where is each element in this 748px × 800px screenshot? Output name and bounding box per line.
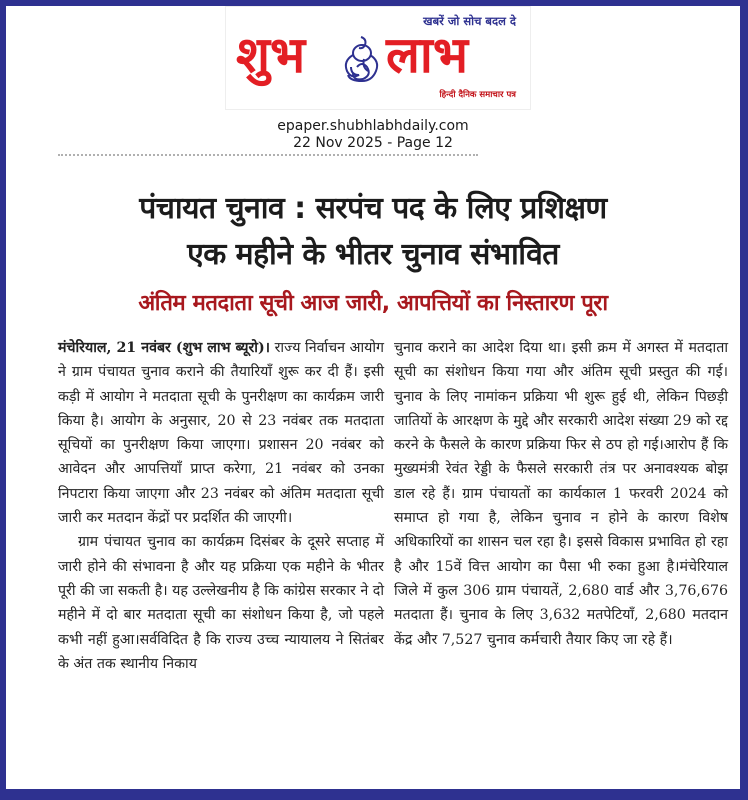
- subheadline: अंतिम मतदाता सूची आज जारी, आपत्तियों का निस्तारण पूरा: [138, 291, 608, 316]
- article-column-right: [394, 336, 728, 652]
- paragraph: चुनाव कराने का आदेश दिया था। इसी क्रम में अगस्त में मतदाता सूची का संशोधन किया गया और अंतिम सूची प्रस्तुत की गई। चुनाव के लिए नामांकन प्रक्रिया भी शुरू हुई थी, लेकिन पिछड़ी जातियों के आरक्षण के मुद्दे और सरकारी आदेश संख्या 29 को रद्द करने के फैसले के कारण प्रक्रिया फिर से ठप हो गई।आरोप हैं कि मुख्यमंत्री रेवंत रेड्डी के फैसले सरकारी तंत्र पर अनावश्यक बोझ डाल रहे हैं। ग्राम पंचायतों का कार्यकाल 1 फरवरी 2024 को समाप्त हो गया है, लेकिन चुनाव न होने के कारण विशेष अधिकारियों का शासन चल रहा है। इससे विकास प्रभावित हो रहा है और 15वें वित्त आयोग का पैसा भी रुका हुआ है।मंचेरियाल जिले में कुल 306 ग्राम पंचायतें, 2,680 वार्ड और 3,76,676 मतदाता हैं। चुनाव के लिए 3,632 मतपेटियाँ, 2,680 मतदान केंद्र और 7,527 चुनाव कर्मचारी तैयार किए जा रहे हैं।: [394, 340, 728, 648]
- headline-line-2: एक महीने के भीतर चुनाव संभावित: [187, 237, 559, 272]
- ganesha-logo-icon: [339, 33, 385, 91]
- source-info: [6, 118, 740, 152]
- paragraph: [58, 336, 384, 530]
- logo-word-shubh: शुभ: [236, 26, 306, 84]
- clipped-text-fragment: [58, 154, 478, 160]
- paragraph-text: राज्य निर्वाचन आयोग ने ग्राम पंचायत चुनाव कराने की तैयारियाँ शुरू कर दी हैं। इसी कड़ी में आयोग ने मतदाता सूची के पुनरीक्षण का कार्यक्रम जारी किया है। आयोग के अनुसार, 20 से 23 नवंबर तक मतदाता सूचियों का पुनरीक्षण किया जाएगा। प्रशासन 20 नवंबर को आवेदन और आपत्तियाँ प्राप्त करेगा, 21 नवंबर को उनका निपटारा किया जाएगा और 23 नवंबर को अंतिम मतदाता सूची जारी कर मतदान केंद्रों पर प्रदर्शित की जाएगी।: [58, 340, 384, 527]
- source-date-page: 22 Nov 2025 - Page 12: [293, 135, 453, 151]
- dateline: मंचेरियाल, 21 नवंबर (शुभ लाभ ब्यूरो)।: [58, 340, 271, 356]
- masthead-logo: [225, 6, 531, 110]
- article-column-left: [58, 336, 384, 676]
- logo-word-labh: लाभ: [386, 26, 468, 84]
- masthead-tagline: खबरें जो सोच बदल दे: [423, 14, 516, 28]
- masthead-subtitle: हिन्दी दैनिक समाचार पत्र: [439, 90, 516, 100]
- headline-line-1: पंचायत चुनाव : सरपंच पद के लिए प्रशिक्षण: [139, 191, 607, 226]
- source-url: epaper.shubhlabhdaily.com: [277, 118, 469, 134]
- paragraph: ग्राम पंचायत चुनाव का कार्यक्रम दिसंबर के दूसरे सप्ताह में जारी होने की संभावना है और यह प्रक्रिया एक महीने के भीतर पूरी की जा सकती है। यह उल्लेखनीय है कि कांग्रेस सरकार ने दो महीने में दो बार मतदाता सूची का संशोधन किया है, जो पहले कभी नहीं हुआ।सर्वविदित है कि राज्य उच्च न्यायालय ने सितंबर के अंत तक स्थानीय निकाय: [58, 534, 384, 672]
- epaper-page: [6, 6, 740, 789]
